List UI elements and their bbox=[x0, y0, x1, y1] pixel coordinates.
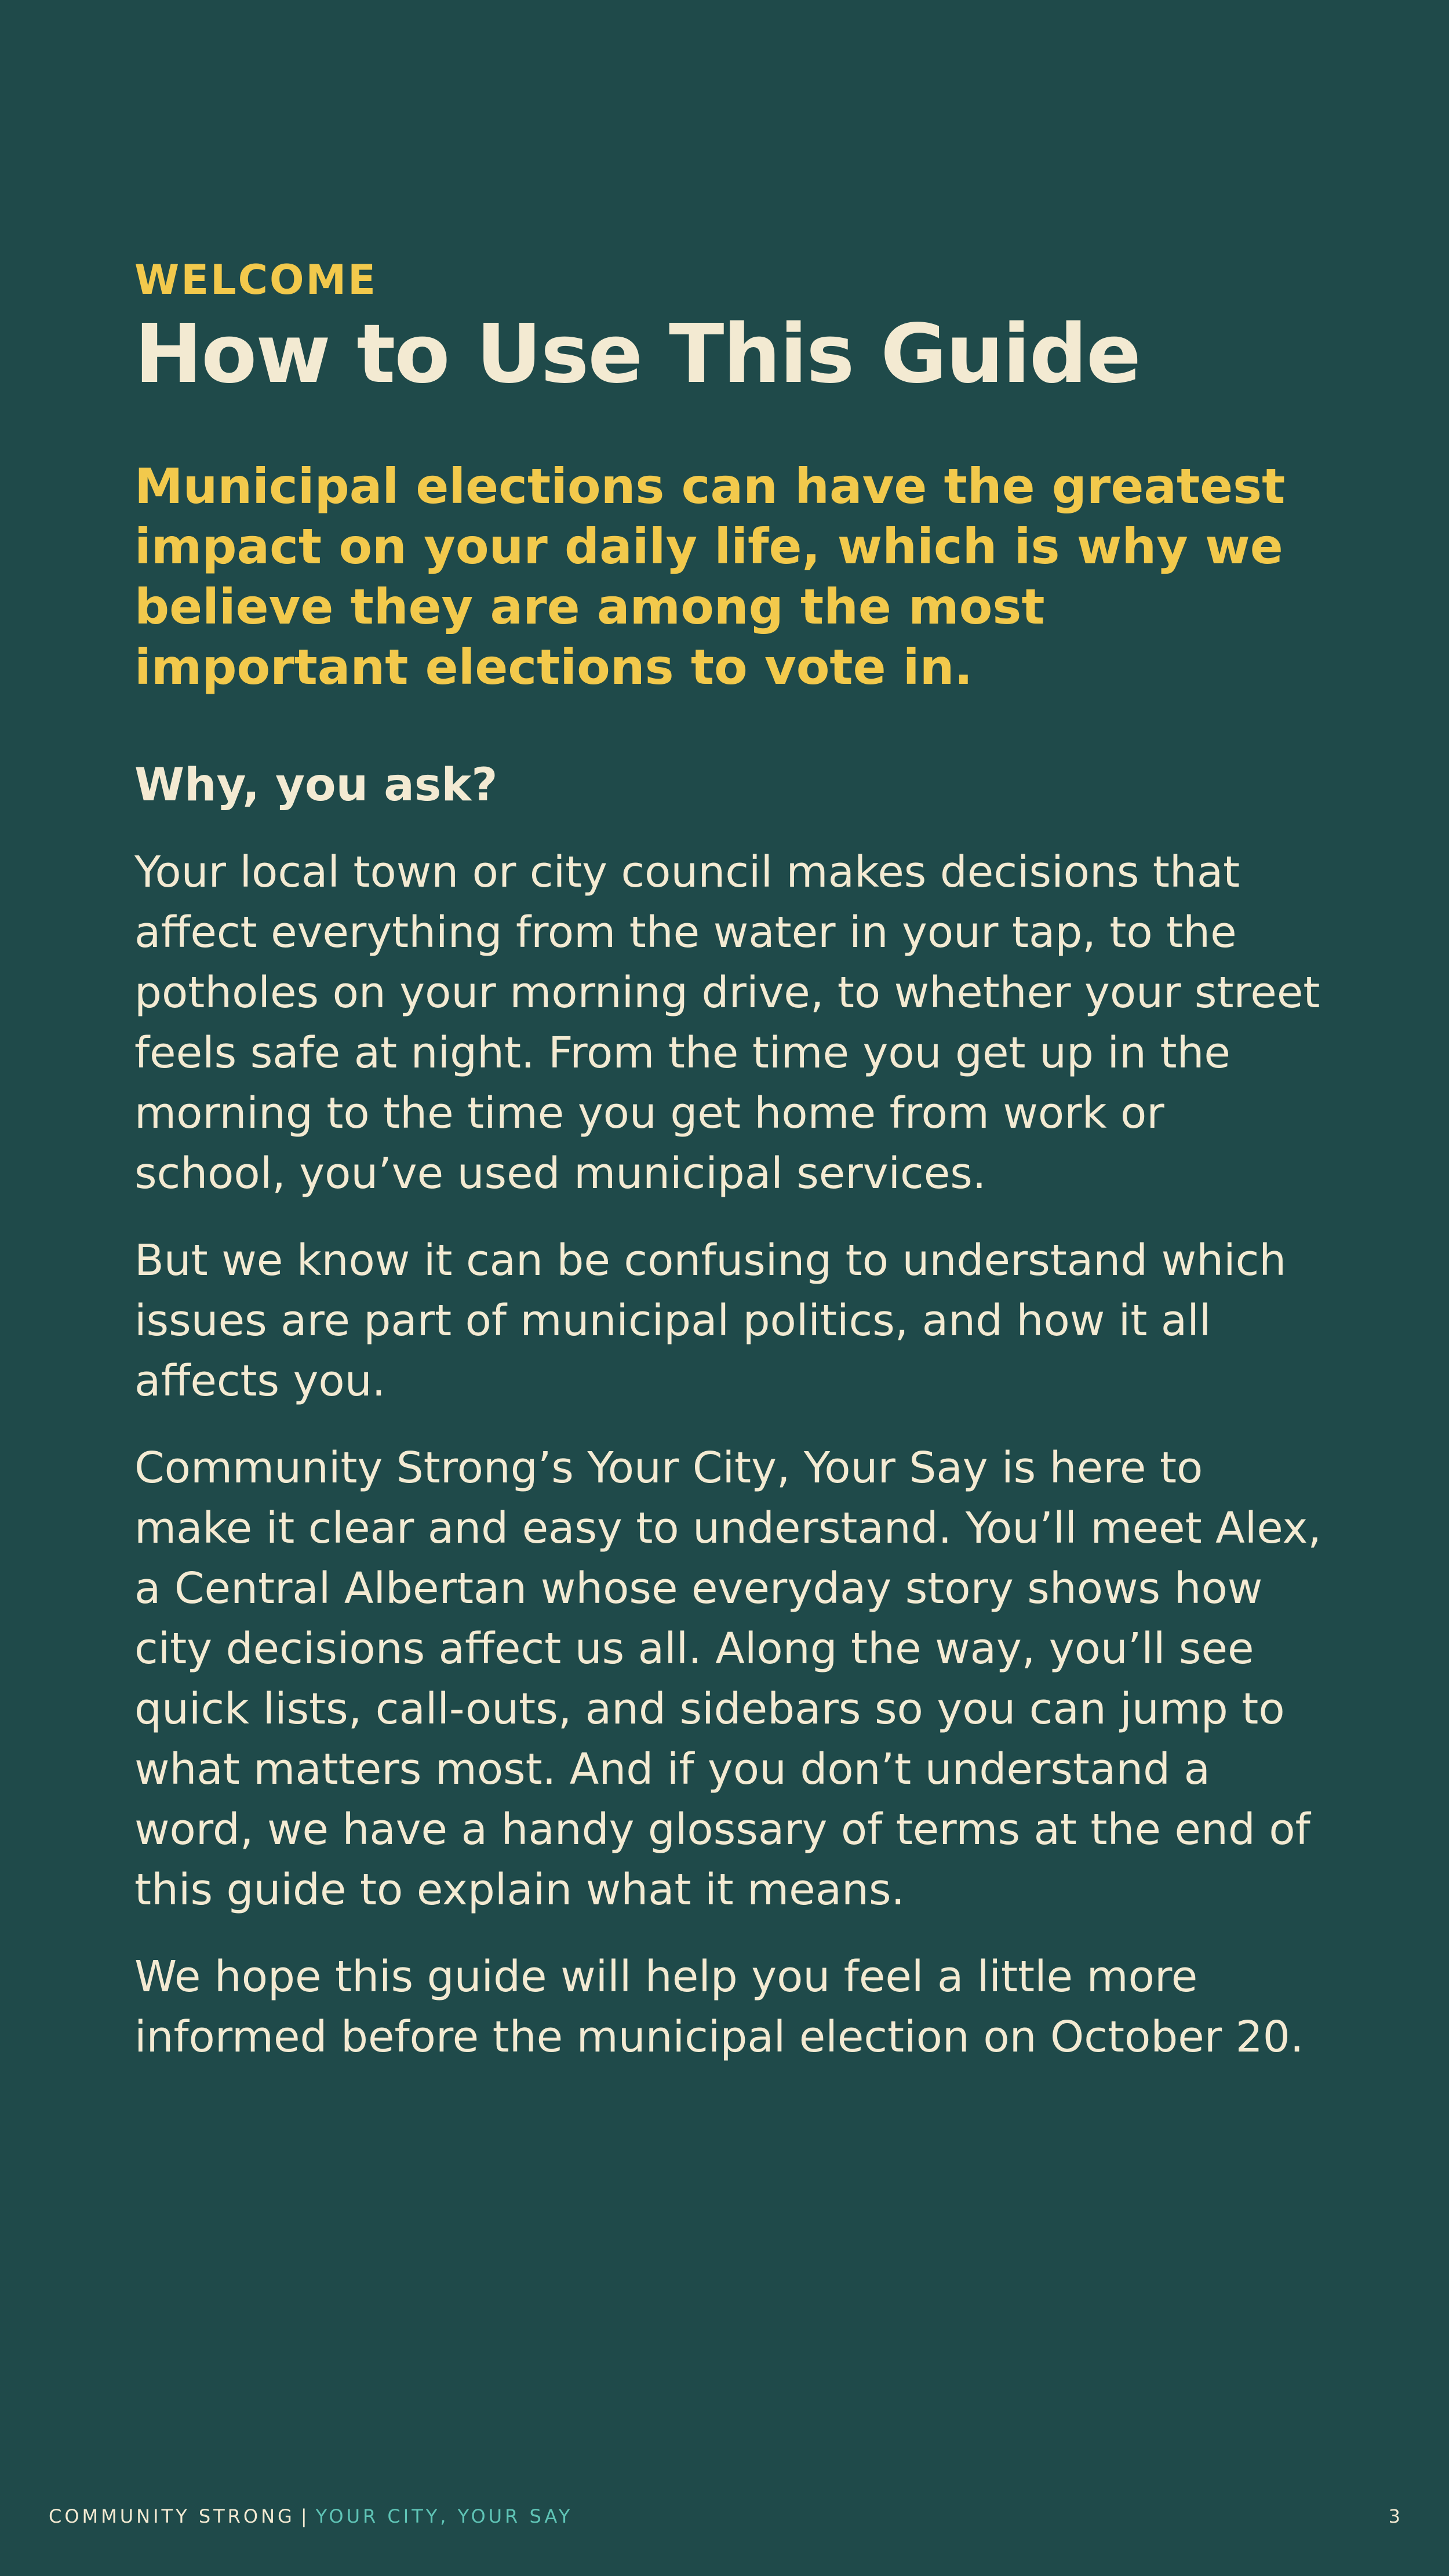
page-number: 3 bbox=[1388, 2505, 1400, 2527]
footer-separator: | bbox=[300, 2505, 310, 2527]
lead-paragraph: Municipal elections can have the greatest impact on your daily life, which is why we believe they are among the most important elections to vote in. bbox=[134, 458, 1286, 695]
page-footer bbox=[49, 2505, 1400, 2528]
body-paragraph: We hope this guide will help you feel a little more informed before the municipal election on October 20. bbox=[134, 1951, 1304, 2062]
footer-tagline: YOUR CITY, YOUR SAY bbox=[315, 2505, 573, 2527]
body-paragraph: Community Strong’s Your City, Your Say is here to make it clear and easy to understand. You’ll meet Alex, a Central Albertan whose everyday story shows how city decisions affect us all. Along the way, you’ll see quick lists, call-outs, and sidebars so you can jump to what matters most. And if you don’t understand a word, we have a handy glossary of terms at the end of this guide to explain what it means. bbox=[134, 1442, 1321, 1915]
footer-brand: COMMUNITY STRONG bbox=[49, 2505, 295, 2527]
page-title: How to Use This Guide bbox=[134, 307, 1140, 402]
body-paragraph: But we know it can be confusing to understand which issues are part of municipal politics, and how it all affects you. bbox=[134, 1235, 1287, 1406]
body-paragraph: Your local town or city council makes decisions that affect everything from the water in your tap, to the potholes on your morning drive, to whether your street feels safe at night. From the time you get up in the morning to the time you get home from work or school, you’ve used municipal services. bbox=[134, 847, 1320, 1198]
footer-branding bbox=[49, 2505, 573, 2527]
content-column bbox=[134, 256, 1328, 2067]
section-eyebrow: WELCOME bbox=[134, 256, 377, 304]
subheading: Why, you ask? bbox=[134, 759, 498, 811]
